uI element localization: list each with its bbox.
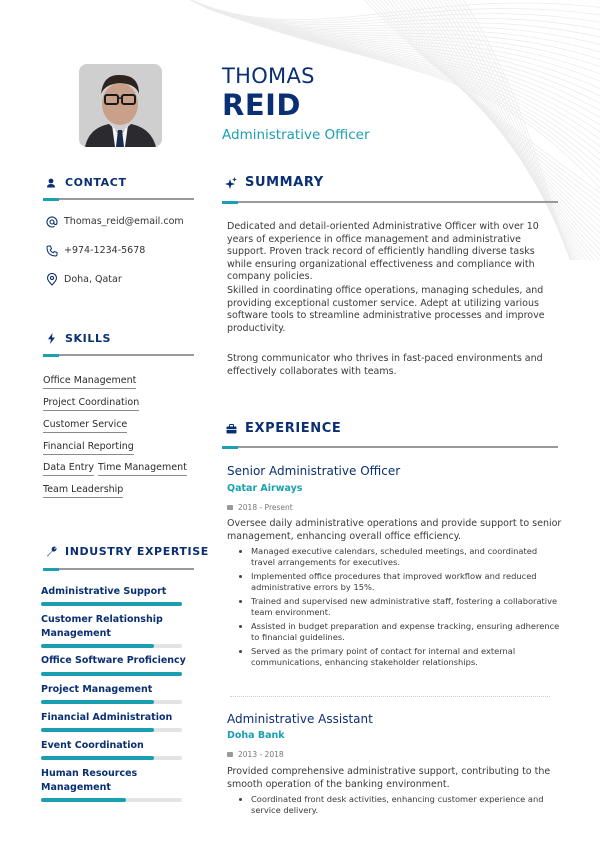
contact-email[interactable] xyxy=(45,215,184,228)
expertise-divider xyxy=(43,568,194,570)
expertise-bar xyxy=(41,602,182,606)
job-bullets xyxy=(237,546,562,671)
expertise-bar xyxy=(41,756,182,760)
expertise-label: Financial Administration xyxy=(41,712,173,723)
job-dates-text: 2013 - 2018 xyxy=(238,750,284,759)
person-icon xyxy=(45,177,57,189)
contact-phone[interactable] xyxy=(45,244,145,257)
experience-divider xyxy=(222,446,558,448)
sparkle-icon xyxy=(225,177,237,189)
job-company: Doha Bank xyxy=(227,730,285,741)
expertise-heading-text: INDUSTRY EXPERTISE xyxy=(65,545,209,558)
expertise-bar-fill xyxy=(41,756,154,760)
phone-icon xyxy=(45,244,58,257)
expertise-bar-fill xyxy=(41,700,154,704)
first-name: THOMAS xyxy=(222,64,315,88)
profile-photo xyxy=(79,64,162,147)
contact-phone-text: +974-1234-5678 xyxy=(64,245,146,256)
location-pin-icon xyxy=(45,273,58,286)
job-dates xyxy=(227,503,293,512)
job-description: Oversee daily administrative operations and provide support to senior management, enhancing overall office efficiency. xyxy=(227,518,562,542)
job-bullet: Implemented office procedures that improved workflow and reduced administrative errors by 15%. xyxy=(237,571,562,592)
skill-item: Office Management xyxy=(43,375,136,389)
job-dates xyxy=(227,750,284,759)
expertise-heading xyxy=(45,545,209,558)
skills-divider xyxy=(43,354,194,356)
contact-location-text: Doha, Qatar xyxy=(64,274,122,285)
experience-heading xyxy=(225,421,341,436)
expertise-bar xyxy=(41,644,182,648)
lightning-icon xyxy=(45,333,57,345)
expertise-bar xyxy=(41,728,182,732)
skills-heading-text: SKILLS xyxy=(65,332,112,345)
at-icon xyxy=(45,215,58,228)
expertise-bar xyxy=(41,798,182,802)
skill-item: Team Leadership xyxy=(43,484,123,498)
contact-email-text: Thomas_reid@email.com xyxy=(64,216,184,227)
summary-heading xyxy=(225,175,324,190)
expertise-label: Event Coordination xyxy=(41,740,144,751)
experience-heading-text: EXPERIENCE xyxy=(245,421,342,436)
calendar-icon xyxy=(227,752,233,757)
job-bullet: Served as the primary point of contact for internal and external communications, enhancing stakeholder relationships. xyxy=(237,646,562,667)
expertise-label: Customer Relationship Management xyxy=(41,614,163,639)
expertise-label: Administrative Support xyxy=(41,586,167,597)
expertise-bar xyxy=(41,672,182,676)
job-bullet: Managed executive calendars, scheduled meetings, and coordinated travel arrangements for executives. xyxy=(237,546,562,567)
job-bullet: Trained and supervised new administrative staff, fostering a collaborative team environment. xyxy=(237,596,562,617)
contact-location xyxy=(45,273,122,286)
expertise-label: Human Resources Management xyxy=(41,768,138,793)
expertise-label: Office Software Proficiency xyxy=(41,655,186,666)
job-bullets xyxy=(237,794,562,819)
summary-paragraph: Strong communicator who thrives in fast-paced environments and effectively collaborates with teams. xyxy=(227,353,543,377)
contact-heading-text: CONTACT xyxy=(65,176,127,189)
skill-item: Project Coordination xyxy=(43,397,139,411)
summary-heading-text: SUMMARY xyxy=(245,175,324,190)
job-company: Qatar Airways xyxy=(227,483,303,494)
expertise-bar-fill xyxy=(41,728,154,732)
expertise-bar-fill xyxy=(41,672,182,676)
summary-paragraph: Dedicated and detail-oriented Administrative Officer with over 10 years of experience in office management and administrative support. Proven track record of efficiently handling diverse tasks while ensuring organizational effectiveness and compliance with company policies. xyxy=(227,221,539,282)
job-bullet: Assisted in budget preparation and expense tracking, ensuring adherence to financial guidelines. xyxy=(237,621,562,642)
expertise-label: Project Management xyxy=(41,684,153,695)
job-role: Administrative Assistant xyxy=(227,712,373,726)
contact-heading xyxy=(45,176,127,189)
calendar-icon xyxy=(227,505,233,510)
skill-item: Customer Service xyxy=(43,419,127,433)
expertise-bar-fill xyxy=(41,602,182,606)
summary-paragraph: Skilled in coordinating office operations, managing schedules, and providing exceptional customer service. Adept at utilizing various software tools to streamline administrative processes and improve productivity. xyxy=(227,285,545,334)
job-description: Provided comprehensive administrative support, contributing to the smooth operation of the banking environment. xyxy=(227,766,551,790)
skill-item: Time Management xyxy=(98,462,187,476)
briefcase-icon xyxy=(225,423,237,435)
job-title: Administrative Officer xyxy=(222,127,370,143)
expertise-bar xyxy=(41,700,182,704)
skill-item: Financial Reporting xyxy=(43,441,134,455)
expertise-bar-fill xyxy=(41,644,154,648)
last-name: REID xyxy=(222,88,302,122)
job-bullet: Coordinated front desk activities, enhancing customer experience and service delivery. xyxy=(237,794,562,815)
job-separator xyxy=(230,696,550,697)
contact-divider xyxy=(43,198,194,200)
job-role: Senior Administrative Officer xyxy=(227,464,401,478)
summary-divider xyxy=(222,201,558,203)
skill-item: Data Entry xyxy=(43,462,94,476)
job-dates-text: 2018 - Present xyxy=(238,503,293,512)
expertise-bar-fill xyxy=(41,798,126,802)
wrench-icon xyxy=(45,546,57,558)
skills-heading xyxy=(45,332,111,345)
